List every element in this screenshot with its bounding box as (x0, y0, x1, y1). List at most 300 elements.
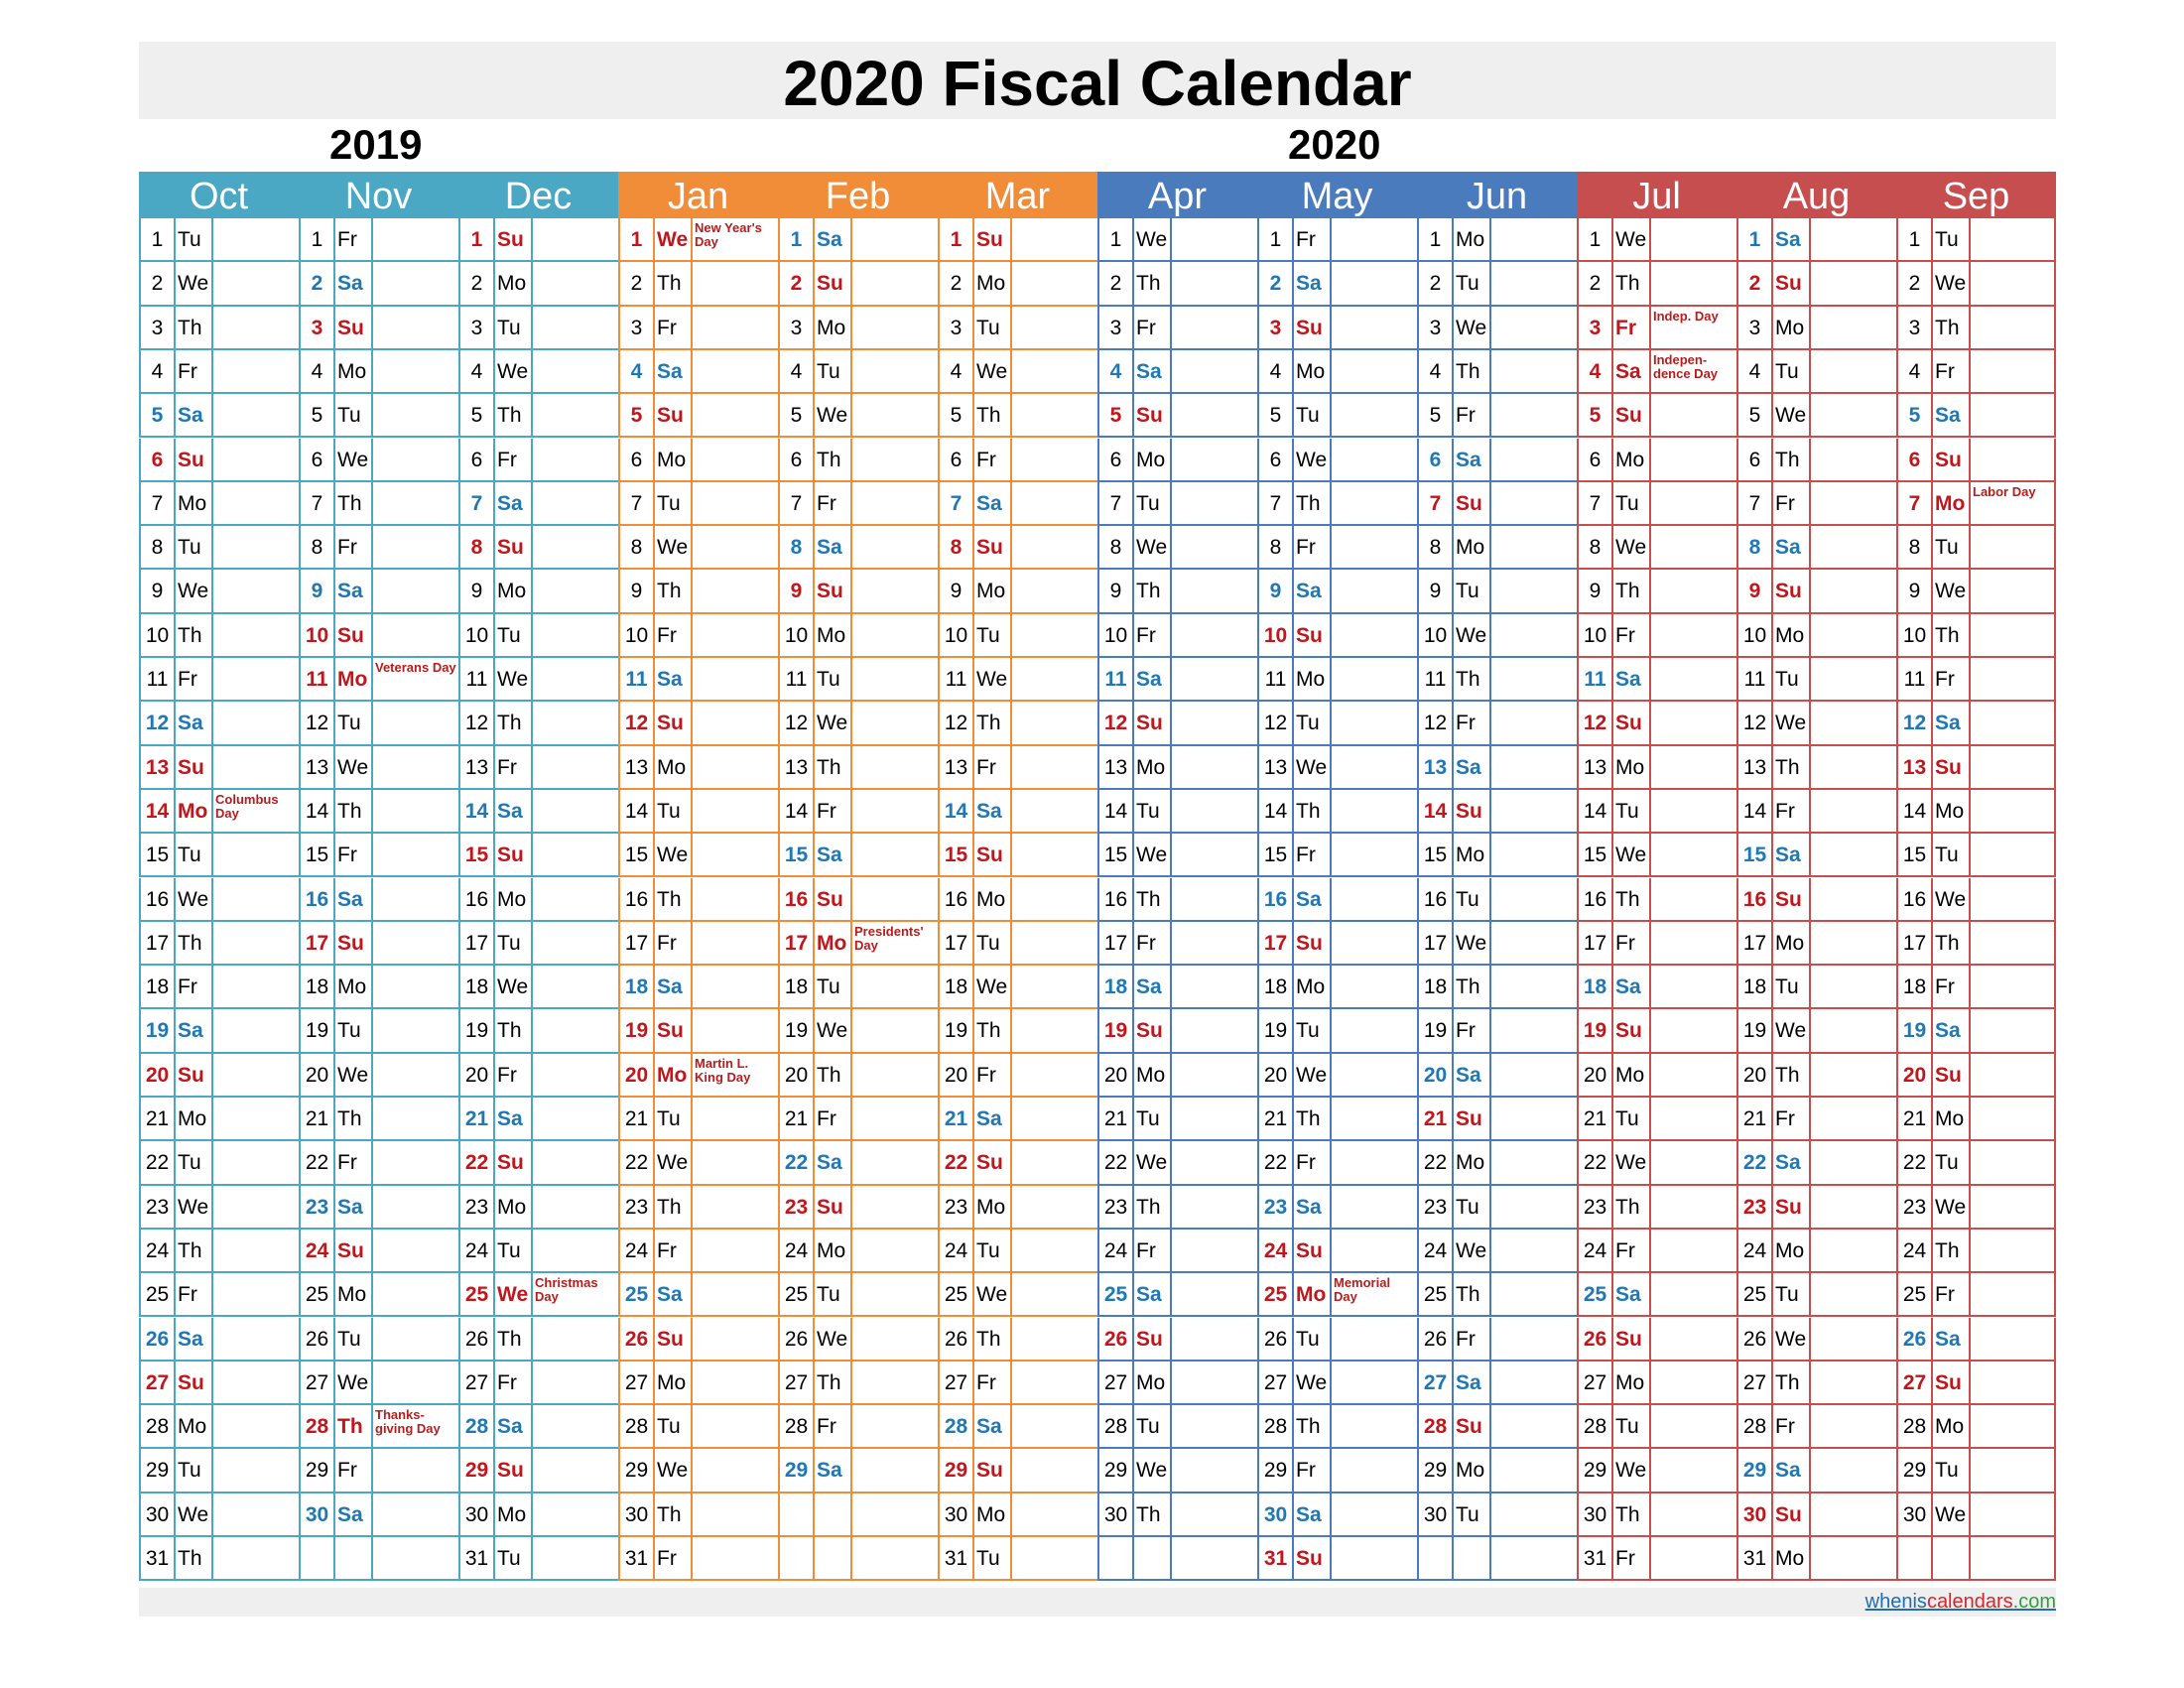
day-number: 31 (620, 1537, 655, 1579)
day-number: 11 (141, 658, 176, 700)
day-number: 1 (1099, 218, 1134, 260)
weekday-label: Fr (1134, 614, 1172, 656)
day-row (1097, 1186, 1257, 1230)
day-number: 24 (1099, 1230, 1134, 1271)
day-number: 14 (1099, 790, 1134, 832)
day-row (1257, 307, 1417, 350)
weekday-label: We (974, 1273, 1012, 1315)
day-number: 23 (1579, 1186, 1613, 1228)
holiday-note (1971, 262, 2056, 304)
holiday-note (1332, 790, 1417, 832)
weekday-label: We (1933, 262, 1971, 304)
holiday-note (213, 482, 299, 524)
day-row (1736, 790, 1896, 834)
day-row (778, 790, 938, 834)
day-number: 12 (780, 702, 815, 743)
holiday-note (1811, 1449, 1896, 1491)
holiday-note (1651, 1405, 1736, 1447)
holiday-note (1651, 878, 1736, 920)
holiday-note (1971, 746, 2056, 788)
day-row (458, 1493, 618, 1537)
day-row (299, 658, 458, 702)
holiday-note (373, 614, 458, 656)
weekday-label: We (655, 1449, 693, 1491)
weekday-label: Su (1933, 439, 1971, 480)
weekday-label: Sa (1294, 1186, 1332, 1228)
month-column (139, 218, 299, 1581)
day-number: 30 (460, 1493, 495, 1535)
weekday-label: Sa (655, 966, 693, 1007)
holiday-note (1172, 570, 1257, 611)
holiday-note (533, 1186, 618, 1228)
day-row (458, 746, 618, 790)
day-row (139, 1405, 299, 1449)
holiday-note (1172, 746, 1257, 788)
day-row (1896, 1405, 2056, 1449)
weekday-label: We (1773, 1318, 1811, 1360)
weekday-label: Fr (1613, 1230, 1651, 1271)
day-number: 30 (940, 1493, 974, 1535)
day-row (1896, 1141, 2056, 1185)
day-row (1417, 1273, 1577, 1317)
weekday-label: Mo (176, 790, 213, 832)
day-row (299, 790, 458, 834)
weekday-label: Fr (495, 1362, 533, 1403)
holiday-note (1811, 1098, 1896, 1139)
day-number (1898, 1537, 1933, 1579)
day-row (458, 350, 618, 394)
day-row (938, 1230, 1097, 1273)
day-row (938, 526, 1097, 570)
day-row (938, 262, 1097, 306)
day-row (299, 1318, 458, 1362)
day-row (1577, 790, 1736, 834)
day-row (1577, 966, 1736, 1009)
day-row (1417, 307, 1577, 350)
month-header: May (1257, 172, 1417, 218)
day-number: 5 (1259, 394, 1294, 436)
day-row (458, 614, 618, 658)
day-number: 22 (1419, 1141, 1454, 1183)
weekday-label: Mo (655, 439, 693, 480)
holiday-note (1651, 1273, 1736, 1315)
weekday-label: Th (495, 394, 533, 436)
weekday-label (815, 1493, 852, 1535)
day-number: 2 (1099, 262, 1134, 304)
day-row (1417, 1318, 1577, 1362)
weekday-label: Mo (1134, 439, 1172, 480)
day-row (458, 1230, 618, 1273)
weekday-label: Th (815, 1362, 852, 1403)
day-number: 16 (940, 878, 974, 920)
day-row (618, 526, 778, 570)
weekday-label: Tu (1773, 1273, 1811, 1315)
day-number: 25 (1099, 1273, 1134, 1315)
day-number: 4 (620, 350, 655, 392)
day-row (1257, 878, 1417, 922)
weekday-label: Th (1613, 570, 1651, 611)
weekday-label: We (1294, 1054, 1332, 1096)
holiday-note (1651, 1230, 1736, 1271)
holiday-note (1811, 702, 1896, 743)
holiday-note (693, 702, 778, 743)
day-row (1257, 218, 1417, 262)
day-number: 31 (940, 1537, 974, 1579)
day-row (938, 702, 1097, 745)
day-number: 23 (1419, 1186, 1454, 1228)
day-row (1896, 746, 2056, 790)
day-row (299, 922, 458, 966)
day-number: 26 (1898, 1318, 1933, 1360)
holiday-note (1012, 262, 1097, 304)
day-row (1417, 1537, 1577, 1581)
day-number: 11 (1099, 658, 1134, 700)
day-row (139, 1493, 299, 1537)
holiday-note (1172, 614, 1257, 656)
day-number: 18 (1898, 966, 1933, 1007)
holiday-note: New Year's Day (695, 220, 762, 249)
holiday-note (213, 439, 299, 480)
holiday-note (1651, 1141, 1736, 1183)
day-row (139, 350, 299, 394)
day-number: 7 (940, 482, 974, 524)
weekday-label: Mo (1134, 1054, 1172, 1096)
day-row (299, 1098, 458, 1141)
weekday-label: Tu (1773, 658, 1811, 700)
weekday-label: Tu (495, 614, 533, 656)
day-number: 26 (141, 1318, 176, 1360)
day-row (1736, 658, 1896, 702)
day-number (780, 1537, 815, 1579)
day-row (1417, 482, 1577, 526)
day-row (938, 1537, 1097, 1581)
holiday-note (533, 439, 618, 480)
day-number: 2 (620, 262, 655, 304)
day-row (778, 1273, 938, 1317)
holiday-note (1491, 834, 1577, 875)
weekday-label: We (815, 394, 852, 436)
day-row (1896, 262, 2056, 306)
weekday-label: Mo (335, 966, 373, 1007)
holiday-note (693, 966, 778, 1007)
day-row (458, 1009, 618, 1053)
holiday-note (533, 1405, 618, 1447)
day-row (1257, 922, 1417, 966)
holiday-note (533, 394, 618, 436)
day-number: 2 (1898, 262, 1933, 304)
day-row (1417, 1009, 1577, 1053)
day-number: 2 (1579, 262, 1613, 304)
holiday-note (373, 350, 458, 392)
day-number: 26 (460, 1318, 495, 1360)
day-row (299, 482, 458, 526)
weekday-label: Su (815, 262, 852, 304)
day-number: 22 (780, 1141, 815, 1183)
day-row (618, 790, 778, 834)
holiday-note (1811, 834, 1896, 875)
day-number: 27 (301, 1362, 335, 1403)
holiday-note (1012, 922, 1097, 964)
day-number: 25 (1898, 1273, 1933, 1315)
holiday-note (1172, 878, 1257, 920)
day-row (139, 262, 299, 306)
day-number: 27 (1898, 1362, 1933, 1403)
holiday-note (1172, 526, 1257, 568)
day-row (1736, 834, 1896, 877)
day-row (299, 966, 458, 1009)
holiday-note (1172, 439, 1257, 480)
weekday-label: Fr (1294, 1449, 1332, 1491)
weekday-label: Th (1933, 922, 1971, 964)
day-row (938, 1405, 1097, 1449)
weekday-label: We (974, 966, 1012, 1007)
weekday-label (815, 1537, 852, 1579)
day-row (1736, 1449, 1896, 1493)
day-number: 4 (301, 350, 335, 392)
day-number: 20 (1259, 1054, 1294, 1096)
holiday-note (852, 702, 938, 743)
weekday-label: Tu (1134, 1405, 1172, 1447)
weekday-label: Fr (1773, 482, 1811, 524)
day-number: 16 (1419, 878, 1454, 920)
weekday-label: Tu (1454, 262, 1491, 304)
day-number: 1 (1259, 218, 1294, 260)
day-row (1736, 307, 1896, 350)
day-row (778, 350, 938, 394)
holiday-note (373, 1009, 458, 1051)
weekday-label: Th (176, 307, 213, 348)
weekday-label: Fr (335, 218, 373, 260)
weekday-label: Sa (176, 394, 213, 436)
holiday-note (693, 394, 778, 436)
day-row (1257, 350, 1417, 394)
day-number: 3 (301, 307, 335, 348)
day-row (1736, 1141, 1896, 1185)
day-row (458, 439, 618, 482)
weekday-label: Tu (335, 394, 373, 436)
day-number: 16 (460, 878, 495, 920)
weekday-label: Sa (1294, 262, 1332, 304)
weekday-label: Th (1773, 746, 1811, 788)
day-row (458, 1318, 618, 1362)
day-number: 31 (141, 1537, 176, 1579)
holiday-note (1012, 1230, 1097, 1271)
weekday-label: Sa (815, 1141, 852, 1183)
day-number: 4 (1898, 350, 1933, 392)
holiday-note (1012, 570, 1097, 611)
holiday-note (213, 922, 299, 964)
holiday-note (213, 570, 299, 611)
weekday-label: Sa (335, 262, 373, 304)
weekday-label: Th (1773, 439, 1811, 480)
weekday-label: Fr (1454, 394, 1491, 436)
weekday-label: Sa (176, 702, 213, 743)
day-number: 8 (620, 526, 655, 568)
holiday-note (852, 1405, 938, 1447)
day-number: 3 (1579, 307, 1613, 348)
day-row (1097, 439, 1257, 482)
day-row (1577, 262, 1736, 306)
weekday-label: Su (495, 834, 533, 875)
day-number: 18 (301, 966, 335, 1007)
day-number: 15 (1898, 834, 1933, 875)
day-row (1577, 1186, 1736, 1230)
holiday-note (1811, 350, 1896, 392)
day-row (1577, 1493, 1736, 1537)
holiday-note: Presidents' Day (854, 923, 924, 953)
day-row (139, 702, 299, 745)
day-row (1577, 1141, 1736, 1185)
day-number: 6 (460, 439, 495, 480)
day-row (778, 307, 938, 350)
day-row (618, 1054, 778, 1098)
calendar-sheet (139, 42, 2056, 1617)
holiday-note (1491, 1186, 1577, 1228)
day-row (1896, 1362, 2056, 1405)
holiday-note (1172, 1405, 1257, 1447)
month-column (618, 218, 778, 1581)
weekday-label: We (1613, 1449, 1651, 1491)
weekday-label: Fr (974, 1362, 1012, 1403)
day-number: 8 (460, 526, 495, 568)
day-number: 18 (940, 966, 974, 1007)
month-header: Oct (139, 172, 299, 218)
weekday-label: Sa (1294, 878, 1332, 920)
weekday-label: Tu (495, 922, 533, 964)
holiday-note (1332, 1405, 1417, 1447)
day-row (1896, 658, 2056, 702)
holiday-note (1012, 878, 1097, 920)
weekday-label: Sa (1134, 350, 1172, 392)
day-number: 30 (1738, 1493, 1773, 1535)
day-number: 10 (1419, 614, 1454, 656)
day-number: 28 (620, 1405, 655, 1447)
holiday-note (1491, 1318, 1577, 1360)
holiday-note (1651, 1318, 1736, 1360)
day-row (1257, 1186, 1417, 1230)
weekday-label: Th (335, 1405, 373, 1447)
day-number: 14 (460, 790, 495, 832)
day-number: 22 (620, 1141, 655, 1183)
day-row (1577, 1054, 1736, 1098)
day-number: 22 (141, 1141, 176, 1183)
holiday-note (1172, 350, 1257, 392)
day-row (1736, 526, 1896, 570)
holiday-note (1491, 1054, 1577, 1096)
day-row (299, 746, 458, 790)
day-row (1736, 1318, 1896, 1362)
day-number: 17 (141, 922, 176, 964)
holiday-note (1332, 966, 1417, 1007)
day-row (1417, 218, 1577, 262)
weekday-label: Mo (495, 1186, 533, 1228)
day-row (1736, 1537, 1896, 1581)
day-row (1896, 482, 2056, 526)
credit-link[interactable] (1865, 1589, 2056, 1615)
holiday-note (693, 1493, 778, 1535)
weekday-label: Sa (176, 1009, 213, 1051)
day-row (618, 307, 778, 350)
holiday-note (1012, 526, 1097, 568)
day-number: 4 (780, 350, 815, 392)
holiday-note (533, 614, 618, 656)
day-row (778, 218, 938, 262)
holiday-note (213, 218, 299, 260)
day-row (1097, 790, 1257, 834)
day-number: 17 (1099, 922, 1134, 964)
day-number: 19 (940, 1009, 974, 1051)
day-row (458, 702, 618, 745)
day-row (458, 878, 618, 922)
weekday-label: Sa (974, 1405, 1012, 1447)
holiday-note (1971, 790, 2056, 832)
holiday-note (1971, 307, 2056, 348)
day-row (938, 878, 1097, 922)
day-row (618, 350, 778, 394)
day-number: 24 (1579, 1230, 1613, 1271)
day-row (938, 1273, 1097, 1317)
day-number: 19 (1099, 1009, 1134, 1051)
weekday-label: Sa (335, 1493, 373, 1535)
weekday-label: Fr (655, 614, 693, 656)
holiday-note (1172, 1273, 1257, 1315)
day-number: 21 (1419, 1098, 1454, 1139)
day-number: 14 (940, 790, 974, 832)
weekday-label: Tu (1294, 1009, 1332, 1051)
weekday-label: Th (1613, 1493, 1651, 1535)
weekday-label: Th (974, 702, 1012, 743)
holiday-note (1491, 922, 1577, 964)
weekday-label: Th (1134, 1493, 1172, 1535)
weekday-label: Fr (974, 439, 1012, 480)
weekday-label: Tu (1613, 1405, 1651, 1447)
holiday-note (373, 1362, 458, 1403)
day-row (618, 570, 778, 613)
day-number: 29 (780, 1449, 815, 1491)
weekday-label: Fr (1454, 1318, 1491, 1360)
day-number: 18 (1099, 966, 1134, 1007)
weekday-label: Mo (1773, 922, 1811, 964)
day-number: 1 (1419, 218, 1454, 260)
day-number: 16 (141, 878, 176, 920)
holiday-note (1651, 1186, 1736, 1228)
holiday-note (1651, 570, 1736, 611)
weekday-label: We (176, 262, 213, 304)
weekday-label: We (1134, 218, 1172, 260)
holiday-note (373, 746, 458, 788)
holiday-note (1811, 218, 1896, 260)
day-row (1896, 439, 2056, 482)
day-row (139, 526, 299, 570)
day-row (778, 878, 938, 922)
holiday-note (1651, 790, 1736, 832)
weekday-label: Su (1454, 482, 1491, 524)
weekday-label: Sa (176, 1318, 213, 1360)
day-number: 13 (1419, 746, 1454, 788)
day-row (778, 834, 938, 877)
holiday-note (533, 482, 618, 524)
holiday-note (1971, 878, 2056, 920)
day-number: 19 (1898, 1009, 1933, 1051)
day-number: 17 (780, 922, 815, 964)
weekday-label: Su (1454, 1405, 1491, 1447)
day-row (1097, 1449, 1257, 1493)
holiday-note (693, 834, 778, 875)
holiday-note (693, 1362, 778, 1403)
day-number: 1 (1898, 218, 1933, 260)
day-row (938, 350, 1097, 394)
holiday-note (1651, 1537, 1736, 1579)
